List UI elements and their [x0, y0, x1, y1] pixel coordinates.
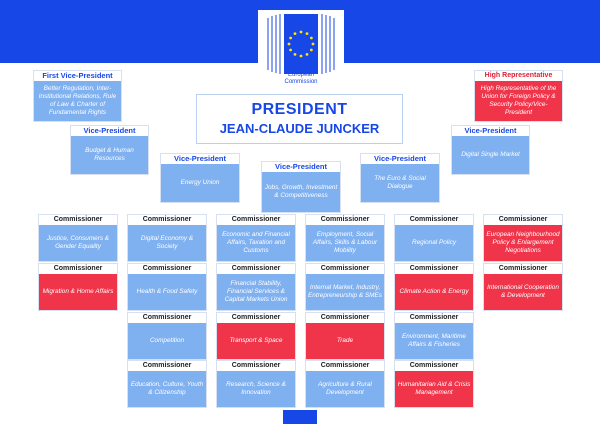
commissioner-box	[305, 360, 385, 408]
ec-logo	[258, 10, 344, 95]
commissioner-label: Commissioner	[395, 361, 473, 371]
commissioner-box	[394, 360, 474, 408]
commissioner-box	[305, 214, 385, 262]
eu-star	[288, 43, 291, 46]
commissioner-label: Commissioner	[395, 313, 473, 323]
commissioner-box	[394, 214, 474, 262]
vice-president-box	[261, 161, 341, 213]
commissioner-box	[483, 214, 563, 262]
bottom-tab	[283, 410, 317, 424]
commissioner-portfolio: Economic and Financial Affairs, Taxation and Customs	[222, 231, 290, 254]
commissioner-portfolio: Regional Policy	[411, 239, 457, 246]
commissioner-portfolio: Employment, Social Affairs, Skills & Labour Mobility	[312, 231, 378, 254]
commissioner-portfolio: Climate Action & Energy	[399, 288, 469, 295]
commissioner-portfolio: Environment, Maritime Affairs & Fisheries	[402, 333, 466, 348]
commissioner-label: Commissioner	[484, 215, 562, 225]
commissioner-portfolio: Research, Science & Innovation	[226, 381, 286, 396]
eu-star	[294, 32, 297, 35]
commissioner-box	[216, 312, 296, 360]
logo-text-line2: Commission	[284, 79, 318, 85]
eu-star	[306, 53, 309, 56]
commissioner-label: Commissioner	[306, 215, 384, 225]
commissioner-portfolio: Digital Economy & Society	[140, 235, 194, 250]
commissioner-box	[127, 312, 207, 360]
commissioner-label: Commissioner	[128, 361, 206, 371]
first-vp-portfolio: Better Regulation, Inter-Institutional Relations, Rule of Law & Charter of Fundamental Rights	[38, 85, 117, 116]
vice-president-portfolio: The Euro & Social Dialogue	[374, 175, 426, 190]
commissioner-label: Commissioner	[395, 264, 473, 274]
high-rep-box	[474, 70, 563, 122]
eu-star	[300, 55, 303, 58]
eu-star	[294, 53, 297, 56]
vice-president-label: Vice-President	[161, 154, 239, 164]
commissioner-portfolio: European Neighbourhood Policy & Enlargement Negotiations	[486, 231, 560, 254]
vice-president-box	[70, 125, 149, 175]
commissioner-label: Commissioner	[306, 361, 384, 371]
commissioner-label: Commissioner	[217, 361, 295, 371]
eu-star	[312, 43, 315, 46]
commissioner-box	[305, 312, 385, 360]
vice-president-box	[160, 153, 240, 203]
commissioner-portfolio: Competition	[149, 337, 185, 344]
first-vp-label: First Vice-President	[34, 71, 121, 81]
vice-president-label: Vice-President	[262, 162, 340, 172]
president-name: JEAN-CLAUDE JUNCKER	[219, 121, 380, 136]
commissioner-box	[394, 312, 474, 360]
vice-president-label: Vice-President	[452, 126, 529, 136]
high-rep-portfolio: High Representative of the Union for Foreign Policy & Security Policy/Vice-President	[480, 85, 557, 116]
vice-president-portfolio: Budget & Human Resources	[85, 147, 134, 162]
vice-president-portfolio: Energy Union	[180, 179, 220, 186]
eu-star	[289, 37, 292, 40]
commissioner-label: Commissioner	[217, 264, 295, 274]
commissioner-box	[394, 263, 474, 311]
commissioner-box	[483, 263, 563, 311]
commissioner-box	[127, 263, 207, 311]
commissioner-label: Commissioner	[306, 264, 384, 274]
commissioner-label: Commissioner	[39, 215, 117, 225]
vice-president-label: Vice-President	[361, 154, 439, 164]
eu-star	[310, 49, 313, 52]
president-title: PRESIDENT	[251, 101, 348, 118]
commissioner-label: Commissioner	[128, 313, 206, 323]
commissioner-portfolio: Trade	[336, 337, 354, 344]
commissioner-portfolio: International Cooperation & Development	[487, 284, 559, 299]
commissioner-label: Commissioner	[128, 264, 206, 274]
high-rep-label: High Representative	[475, 71, 562, 81]
commissioner-label: Commissioner	[217, 313, 295, 323]
commissioner-portfolio: Financial Stability, Financial Services & Capital Markets Union	[224, 280, 288, 303]
commissioner-box	[216, 214, 296, 262]
eu-star	[289, 49, 292, 52]
commissioner-box	[216, 263, 296, 311]
commission-building-icon	[258, 10, 344, 80]
commissioner-label: Commissioner	[217, 215, 295, 225]
commissioner-label: Commissioner	[395, 215, 473, 225]
eu-star	[310, 37, 313, 40]
commissioner-portfolio: Humanitarian Aid & Crisis Management	[397, 381, 471, 396]
commissioner-label: Commissioner	[39, 264, 117, 274]
commissioner-box	[305, 263, 385, 311]
commissioner-portfolio: Education, Culture, Youth & Citizenship	[130, 381, 204, 396]
vice-president-portfolio: Jobs, Growth, Investment & Competitiveness	[264, 184, 338, 199]
commissioner-box	[38, 214, 118, 262]
commissioner-label: Commissioner	[306, 313, 384, 323]
commissioner-portfolio: Agriculture & Rural Development	[318, 381, 372, 396]
commissioner-box	[127, 360, 207, 408]
commissioner-portfolio: Transport & Space	[229, 337, 283, 344]
commissioner-portfolio: Justice, Consumers & Gender Equality	[46, 235, 110, 250]
commissioner-box	[127, 214, 207, 262]
eu-star	[300, 31, 303, 34]
commissioner-label: Commissioner	[484, 264, 562, 274]
commissioner-portfolio: Internal Market, Industry, Entrepreneurship & SMEs	[308, 284, 382, 299]
commissioner-box	[38, 263, 118, 311]
president-box	[196, 94, 403, 144]
vice-president-box	[360, 153, 440, 203]
logo-text-line1: European	[287, 72, 315, 78]
commissioner-box	[216, 360, 296, 408]
commissioner-portfolio: Health & Food Safety	[136, 288, 198, 295]
vice-president-box	[451, 125, 530, 175]
commissioner-label: Commissioner	[128, 215, 206, 225]
vice-president-label: Vice-President	[71, 126, 148, 136]
eu-star	[306, 32, 309, 35]
vice-president-portfolio: Digital Single Market	[461, 151, 520, 158]
first-vp-box	[33, 70, 122, 122]
commissioner-portfolio: Migration & Home Affairs	[42, 288, 114, 295]
